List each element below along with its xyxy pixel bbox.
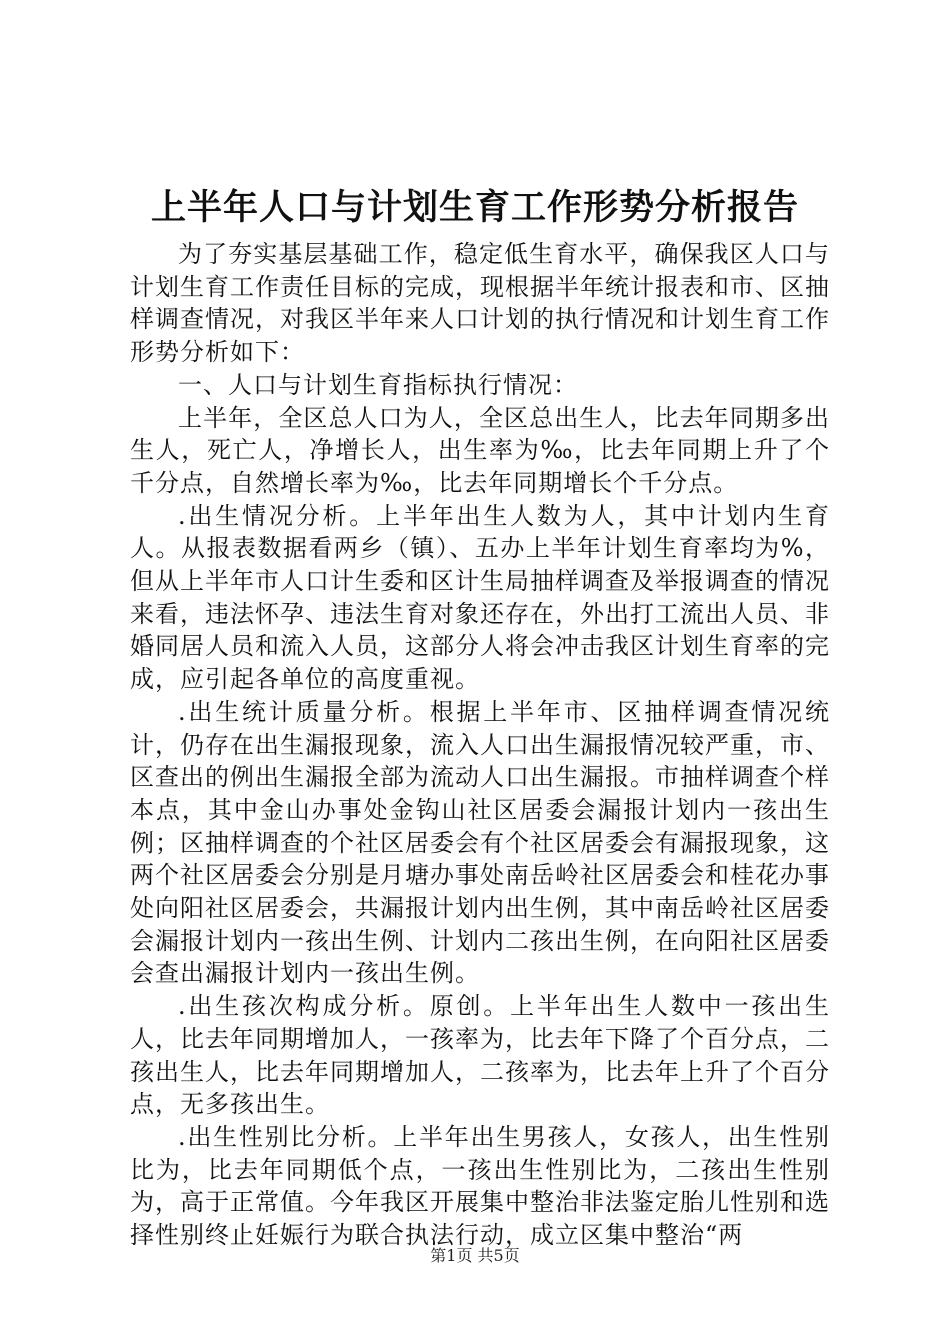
paragraph-intro: 为了夯实基层基础工作，稳定低生育水平，确保我区人口与计划生育工作责任目标的完成，现根据半年统计报表和市、区抽样调查情况，对我区半年来人口计划的执行情况和计划生育工作形势分析如下：	[130, 240, 830, 367]
page-number-footer: 第1页 共5页	[430, 1246, 520, 1265]
paragraph-birth-order: .出生孩次构成分析。原创。上半年出生人数中一孩出生人，比去年同期增加人，一孩率为，比去年下降了个百分点，二孩出生人，比去年同期增加人，二孩率为，比去年上升了个百分点，无多孩出生。	[130, 992, 830, 1119]
paragraph-sex-ratio: .出生性别比分析。上半年出生男孩人，女孩人，出生性别比为，比去年同期低个点，一孩出生性别比为，二孩出生性别为，高于正常值。今年我区开展集中整治非法鉴定胎儿性别和选择性别终止妊娠行为联合执法行动，成立区集中整治“两	[130, 1122, 830, 1250]
paragraph-statistics-quality: .出生统计质量分析。根据上半年市、区抽样调查情况统计，仍存在出生漏报现象，流入人口出生漏报情况较严重，市、区查出的例出生漏报全部为流动人口出生漏报。市抽样调查个样本点，其中金山办事处金钩山社区居委会漏报计划内一孩出生例；区抽样调查的个社区居委会有个社区居委会有漏报现象，这两个社区居委会分别是月塘办事处南岳岭社区居委会和桂花办事处向阳社区居委会，共漏报计划内出生例，其中南岳岭社区居委会漏报计划内一孩出生例、计划内二孩出生例，在向阳社区居委会查出漏报计划内一孩出生例。	[130, 697, 830, 988]
paragraph-population-summary: 上半年，全区总人口为人，全区总出生人，比去年同期多出生人，死亡人，净增长人，出生率为‰，比去年同期上升了个千分点，自然增长率为‰，比去年同期增长个千分点。	[130, 403, 830, 497]
document-body	[130, 238, 830, 1252]
paragraph-section-heading: 一、人口与计划生育指标执行情况：	[178, 370, 578, 399]
document-title: 上半年人口与计划生育工作形势分析报告	[150, 187, 799, 228]
paragraph-birth-analysis: .出生情况分析。上半年出生人数为人，其中计划内生育人。从报表数据看两乡（镇）、五办上半年计划生育率均为%，但从上半年市人口计生委和区计生局抽样调查及举报调查的情况来看，违法怀孕、违法生育对象还存在，外出打工流出人员、非婚同居人员和流入人员，这部分人将会冲击我区计划生育率的完成，应引起各单位的高度重视。	[130, 501, 830, 694]
